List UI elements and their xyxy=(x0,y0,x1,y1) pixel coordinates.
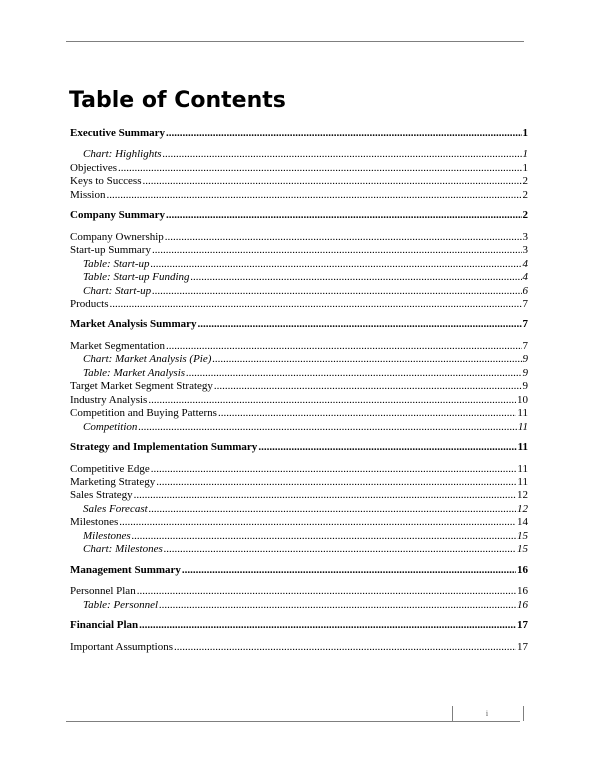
toc-entry-page: 10 xyxy=(517,393,528,406)
toc-entry-label: Keys to Success xyxy=(70,175,142,188)
toc-entry-label: Competition and Buying Patterns xyxy=(70,407,217,420)
dot-leader xyxy=(118,162,521,175)
toc-entry-page: 17 xyxy=(517,619,528,632)
toc-entry-page: 7 xyxy=(522,318,528,331)
toc-entry-label: Table: Market Analysis xyxy=(83,366,186,379)
toc-entry-label: Competitive Edge xyxy=(70,462,150,475)
toc-entry[interactable] xyxy=(70,421,528,434)
toc-entry-label: Strategy and Implementation Summary xyxy=(70,441,258,454)
dot-leader xyxy=(152,285,521,298)
toc-entry-page: 11 xyxy=(517,407,528,420)
page-number: i xyxy=(485,709,489,718)
toc-entry-page: 15 xyxy=(517,543,528,556)
dot-leader xyxy=(163,148,522,161)
dot-leader xyxy=(156,476,516,489)
toc-entry-label: Executive Summary xyxy=(70,127,166,139)
toc-entry-page: 9 xyxy=(522,353,528,366)
toc-entry[interactable] xyxy=(70,340,528,353)
toc-entry-label: Table: Personnel xyxy=(83,598,159,611)
dot-leader xyxy=(132,530,516,543)
toc-entry-page: 17 xyxy=(517,640,528,653)
toc-entry-page: 9 xyxy=(522,366,528,379)
dot-leader xyxy=(106,189,521,202)
toc-entry-page: 16 xyxy=(517,598,528,611)
dot-leader xyxy=(152,244,522,257)
dot-leader xyxy=(186,367,521,380)
footer-rule xyxy=(66,721,520,722)
toc-entry-label: Management Summary xyxy=(70,563,181,576)
toc-entry[interactable] xyxy=(70,407,528,420)
toc-entry[interactable] xyxy=(70,298,528,311)
toc-entry[interactable] xyxy=(70,503,528,516)
dot-leader xyxy=(151,258,522,271)
toc-entry[interactable] xyxy=(70,641,528,654)
toc-entry[interactable] xyxy=(70,353,528,366)
toc-entry[interactable] xyxy=(70,175,528,188)
toc-entry-page: 2 xyxy=(522,188,528,201)
dot-leader xyxy=(139,619,516,632)
toc-entry[interactable] xyxy=(70,585,528,598)
dot-leader xyxy=(166,209,521,222)
toc-entry-label: Company Summary xyxy=(70,209,166,222)
toc-entry-page: 3 xyxy=(522,230,528,243)
toc-entry[interactable] xyxy=(70,463,528,476)
toc-entry-page: 2 xyxy=(522,175,528,188)
toc-entry[interactable] xyxy=(70,318,528,331)
dot-leader xyxy=(174,641,516,654)
toc-entry-page: 4 xyxy=(522,271,528,284)
toc-entry-label: Competition xyxy=(83,420,138,433)
toc-entry-page: 9 xyxy=(522,380,528,393)
toc-entry[interactable] xyxy=(70,162,528,175)
toc-entry-page: 2 xyxy=(522,209,528,222)
toc-entry-label: Chart: Start-up xyxy=(83,284,152,297)
toc-entry-label: Objectives xyxy=(70,161,118,174)
toc-entry-page: 3 xyxy=(522,244,528,257)
toc-entry[interactable] xyxy=(70,380,528,393)
toc-entry-label: Target Market Segment Strategy xyxy=(70,380,213,393)
toc-entry[interactable] xyxy=(70,367,528,380)
dot-leader xyxy=(110,298,522,311)
dot-leader xyxy=(182,564,516,577)
toc-entry-page: 16 xyxy=(517,563,528,576)
dot-leader xyxy=(164,543,516,556)
dot-leader xyxy=(148,394,516,407)
toc-entry-page: 11 xyxy=(517,420,528,433)
toc-entry-label: Table: Start-up xyxy=(83,257,150,270)
toc-entry-page: 1 xyxy=(522,161,528,174)
page-title: Table of Contents xyxy=(69,88,286,113)
toc-entry-label: Table: Start-up Funding xyxy=(83,271,190,284)
toc-entry[interactable] xyxy=(70,244,528,257)
toc-entry[interactable] xyxy=(70,231,528,244)
dot-leader xyxy=(214,380,522,393)
toc-entry-label: Sales Strategy xyxy=(70,489,133,502)
toc-entry[interactable] xyxy=(70,441,528,454)
toc-entry-label: Personnel Plan xyxy=(70,585,136,598)
dot-leader xyxy=(166,340,521,353)
header-rule xyxy=(66,41,524,42)
toc-entry-label: Mission xyxy=(70,188,106,201)
toc-entry-label: Important Assumptions xyxy=(70,640,173,653)
dot-leader xyxy=(119,516,516,529)
toc-entry-label: Chart: Highlights xyxy=(83,148,162,161)
toc-entry[interactable] xyxy=(70,127,528,140)
toc-entry-page: 11 xyxy=(517,441,528,454)
dot-leader xyxy=(151,463,517,476)
toc-entry[interactable] xyxy=(70,564,528,577)
toc-entry-page: 16 xyxy=(517,585,528,598)
toc-entry[interactable] xyxy=(70,189,528,202)
toc-entry[interactable] xyxy=(70,271,528,284)
toc-entry-label: Market Segmentation xyxy=(70,339,166,352)
toc-entry[interactable] xyxy=(70,148,528,161)
toc-entry-label: Market Analysis Summary xyxy=(70,318,197,331)
toc-entry[interactable] xyxy=(70,394,528,407)
toc-entry-label: Industry Analysis xyxy=(70,393,148,406)
toc-entry[interactable] xyxy=(70,516,528,529)
toc-entry-label: Company Ownership xyxy=(70,230,164,243)
toc-entry[interactable] xyxy=(70,489,528,502)
toc-entry-page: 6 xyxy=(522,284,528,297)
toc-entry-page: 12 xyxy=(517,489,528,502)
dot-leader xyxy=(159,599,516,612)
toc-entry-page: 15 xyxy=(517,529,528,542)
toc-entry-label: Milestones xyxy=(83,529,131,542)
toc-entry[interactable] xyxy=(70,543,528,556)
toc-entry[interactable] xyxy=(70,476,528,489)
toc-entry-page: 1 xyxy=(522,148,528,161)
dot-leader xyxy=(191,271,522,284)
dot-leader xyxy=(198,318,522,331)
toc-entry[interactable] xyxy=(70,209,528,222)
toc-entry[interactable] xyxy=(70,530,528,543)
toc-entry[interactable] xyxy=(70,285,528,298)
toc-entry-page: 11 xyxy=(517,475,528,488)
toc-entry-label: Chart: Market Analysis (Pie) xyxy=(83,353,212,366)
toc-entry[interactable] xyxy=(70,619,528,632)
dot-leader xyxy=(134,489,516,502)
dot-leader xyxy=(258,441,516,454)
toc-entry-page: 1 xyxy=(522,127,528,139)
toc-entry-label: Products xyxy=(70,297,109,310)
toc-entry[interactable] xyxy=(70,258,528,271)
toc-entry-page: 4 xyxy=(522,257,528,270)
dot-leader xyxy=(137,585,516,598)
dot-leader xyxy=(165,231,522,244)
toc-entry-page: 12 xyxy=(517,502,528,515)
toc-entry-label: Financial Plan xyxy=(70,619,139,632)
table-of-contents xyxy=(70,127,528,654)
toc-entry-label: Sales Forecast xyxy=(83,502,148,515)
dot-leader xyxy=(218,407,516,420)
dot-leader xyxy=(212,353,521,366)
toc-entry-page: 11 xyxy=(517,462,528,475)
dot-leader xyxy=(143,175,522,188)
toc-entry-label: Marketing Strategy xyxy=(70,475,156,488)
toc-entry-label: Chart: Milestones xyxy=(83,543,163,556)
toc-entry-label: Start-up Summary xyxy=(70,244,151,257)
dot-leader xyxy=(138,421,516,434)
toc-entry-page: 7 xyxy=(522,339,528,352)
toc-entry-label: Milestones xyxy=(70,516,119,529)
toc-entry[interactable] xyxy=(70,599,528,612)
dot-leader xyxy=(149,503,516,516)
toc-entry-page: 7 xyxy=(522,297,528,310)
dot-leader xyxy=(166,127,521,140)
toc-entry-page: 14 xyxy=(517,516,528,529)
